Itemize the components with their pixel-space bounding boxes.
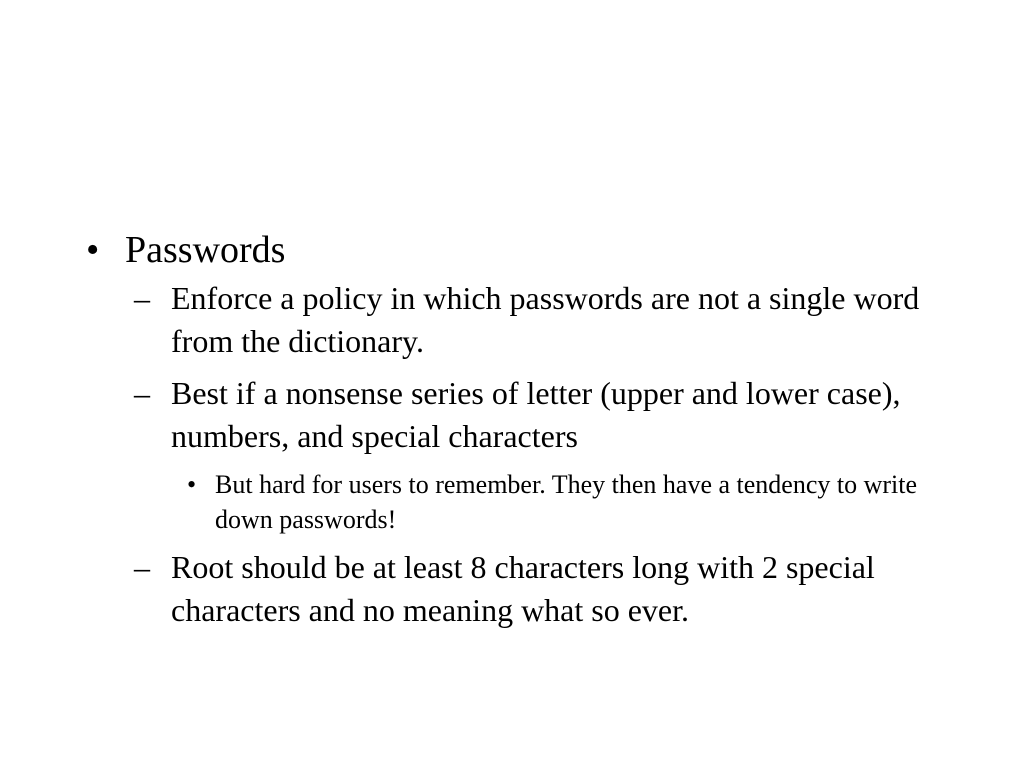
sub-bullet-item-nonsense-series (134, 372, 976, 458)
sub-bullet-text: Best if a nonsense series of letter (upper and lower case), numbers, and special characters (171, 375, 901, 454)
bullet-text: Passwords (125, 229, 286, 271)
dash-icon: – (134, 375, 150, 411)
bullet-item-passwords (86, 227, 976, 273)
bullet-list (86, 227, 976, 641)
sub-bullet-text: Enforce a policy in which passwords are not a single word from the dictionary. (171, 280, 920, 359)
bullet-icon: • (187, 470, 197, 499)
sub-bullet-text: Root should be at least 8 characters long with 2 special characters and no meaning what so ever. (171, 549, 875, 628)
dash-icon: – (134, 280, 150, 316)
sub-bullet-item-root-password (134, 546, 976, 632)
dash-icon: – (134, 549, 150, 585)
sub-sub-bullet-item-hard-to-remember (187, 467, 976, 537)
bullet-icon: • (86, 229, 100, 271)
sub-bullet-item-enforce-policy (134, 277, 976, 363)
sub-sub-bullet-text: But hard for users to remember. They then have a tendency to write down passwords! (215, 470, 918, 534)
